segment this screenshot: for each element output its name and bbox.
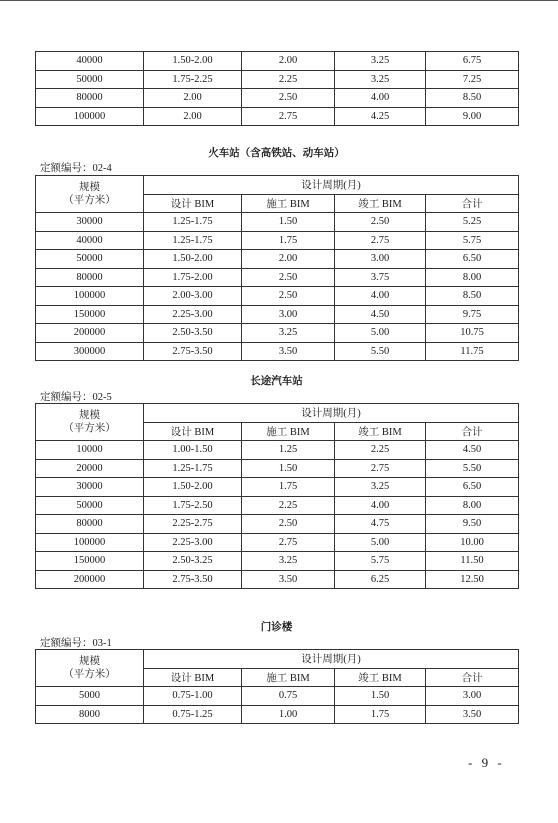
cell-design-bim: 2.25-3.00	[144, 533, 242, 552]
cell-construction-bim: 3.00	[242, 305, 335, 324]
table-row	[36, 305, 519, 324]
cell-construction-bim: 1.00	[242, 705, 335, 724]
cell-construction-bim: 1.25	[242, 441, 335, 460]
cycle-table	[35, 51, 519, 126]
quota-code: 定额编号：02-5	[40, 392, 112, 403]
cell-completion-bim: 4.50	[335, 305, 426, 324]
table-row	[36, 459, 519, 478]
cell-scale: 5000	[36, 687, 144, 706]
cell-scale: 300000	[36, 342, 144, 361]
cell-construction-bim: 3.50	[242, 342, 335, 361]
table-row	[36, 496, 519, 515]
header-completion-bim: 竣工 BIM	[335, 194, 426, 213]
cell-design-bim: 1.75-2.00	[144, 268, 242, 287]
table-body	[36, 687, 519, 724]
top-rule	[0, 0, 558, 1]
section-title: 火车站（含高铁站、动车站）	[208, 147, 345, 159]
cell-scale: 50000	[36, 250, 144, 269]
table-bus-station	[35, 403, 518, 589]
table-row	[36, 52, 519, 71]
cell-total: 3.50	[426, 705, 519, 724]
header-construction-bim: 施工 BIM	[242, 668, 335, 687]
cell-construction-bim: 1.50	[242, 213, 335, 232]
cell-construction-bim: 2.50	[242, 268, 335, 287]
header-construction-bim: 施工 BIM	[242, 194, 335, 213]
cell-total: 4.50	[426, 441, 519, 460]
cell-total: 10.75	[426, 324, 519, 343]
cell-construction-bim: 1.75	[242, 478, 335, 497]
table-row	[36, 231, 519, 250]
cell-completion-bim: 1.50	[335, 687, 426, 706]
cell-design-bim: 2.50-3.25	[144, 552, 242, 571]
table-row	[36, 324, 519, 343]
header-scale: 规模 （平方米）	[36, 176, 144, 213]
cell-construction-bim: 2.75	[242, 107, 335, 126]
cell-completion-bim: 4.00	[335, 496, 426, 515]
header-design-bim: 设计 BIM	[144, 422, 242, 441]
header-completion-bim: 竣工 BIM	[335, 668, 426, 687]
cell-design-bim: 1.75-2.50	[144, 496, 242, 515]
cell-design-bim: 2.75-3.50	[144, 570, 242, 589]
cell-scale: 80000	[36, 515, 144, 534]
section-title: 长途汽车站	[250, 375, 303, 387]
cell-scale: 150000	[36, 305, 144, 324]
cell-completion-bim: 3.25	[335, 478, 426, 497]
cell-completion-bim: 6.25	[335, 570, 426, 589]
cell-design-bim: 1.25-1.75	[144, 213, 242, 232]
table-row	[36, 250, 519, 269]
table-row	[36, 107, 519, 126]
cell-construction-bim: 2.50	[242, 515, 335, 534]
table-row	[36, 687, 519, 706]
table-continued	[35, 51, 518, 126]
cell-construction-bim: 1.50	[242, 459, 335, 478]
cell-design-bim: 1.50-2.00	[144, 250, 242, 269]
table-row	[36, 342, 519, 361]
quota-code: 定额编号：02-4	[40, 163, 112, 174]
table-row	[36, 515, 519, 534]
table-row	[36, 478, 519, 497]
header-design-bim: 设计 BIM	[144, 194, 242, 213]
cell-design-bim: 2.00-3.00	[144, 287, 242, 306]
cell-scale: 30000	[36, 213, 144, 232]
header-construction-bim: 施工 BIM	[242, 422, 335, 441]
cell-total: 6.50	[426, 478, 519, 497]
cell-completion-bim: 2.25	[335, 441, 426, 460]
table-header	[36, 650, 519, 687]
cell-total: 5.25	[426, 213, 519, 232]
table-row	[36, 89, 519, 108]
cell-completion-bim: 4.00	[335, 287, 426, 306]
table-row	[36, 705, 519, 724]
cell-completion-bim: 4.75	[335, 515, 426, 534]
header-scale: 规模 （平方米）	[36, 404, 144, 441]
cell-total: 9.50	[426, 515, 519, 534]
cell-construction-bim: 0.75	[242, 687, 335, 706]
cell-construction-bim: 2.75	[242, 533, 335, 552]
cell-scale: 40000	[36, 231, 144, 250]
cell-completion-bim: 4.25	[335, 107, 426, 126]
cell-scale: 80000	[36, 268, 144, 287]
cell-total: 3.00	[426, 687, 519, 706]
cell-design-bim: 2.00	[144, 107, 242, 126]
cell-completion-bim: 5.00	[335, 533, 426, 552]
cell-total: 9.75	[426, 305, 519, 324]
table-row	[36, 70, 519, 89]
cell-scale: 200000	[36, 324, 144, 343]
cell-completion-bim: 3.75	[335, 268, 426, 287]
cell-completion-bim: 4.00	[335, 89, 426, 108]
cell-total: 8.50	[426, 287, 519, 306]
cell-completion-bim: 5.00	[335, 324, 426, 343]
cell-scale: 8000	[36, 705, 144, 724]
cell-scale: 100000	[36, 533, 144, 552]
cell-total: 8.50	[426, 89, 519, 108]
cell-scale: 20000	[36, 459, 144, 478]
cell-completion-bim: 5.75	[335, 552, 426, 571]
cell-design-bim: 2.25-3.00	[144, 305, 242, 324]
cycle-table	[35, 175, 519, 361]
header-cycle: 设计周期(月)	[144, 650, 519, 669]
cell-total: 5.50	[426, 459, 519, 478]
cell-total: 9.00	[426, 107, 519, 126]
cell-completion-bim: 5.50	[335, 342, 426, 361]
cell-scale: 50000	[36, 70, 144, 89]
cell-completion-bim: 3.25	[335, 52, 426, 71]
cell-scale: 30000	[36, 478, 144, 497]
table-header	[36, 176, 519, 213]
table-row	[36, 552, 519, 571]
cell-design-bim: 0.75-1.00	[144, 687, 242, 706]
cycle-table	[35, 403, 519, 589]
cell-total: 12.50	[426, 570, 519, 589]
cell-completion-bim: 2.75	[335, 231, 426, 250]
cell-total: 11.50	[426, 552, 519, 571]
cell-design-bim: 2.75-3.50	[144, 342, 242, 361]
cell-construction-bim: 2.25	[242, 496, 335, 515]
cell-design-bim: 1.50-2.00	[144, 478, 242, 497]
table-railway-station	[35, 175, 518, 361]
cell-construction-bim: 3.25	[242, 324, 335, 343]
table-body	[36, 52, 519, 126]
header-scale: 规模 （平方米）	[36, 650, 144, 687]
table-row	[36, 533, 519, 552]
table-row	[36, 213, 519, 232]
cell-design-bim: 2.25-2.75	[144, 515, 242, 534]
header-cycle: 设计周期(月)	[144, 176, 519, 195]
table-row	[36, 287, 519, 306]
cell-design-bim: 1.25-1.75	[144, 231, 242, 250]
cycle-table	[35, 649, 519, 724]
header-total: 合计	[426, 422, 519, 441]
header-completion-bim: 竣工 BIM	[335, 422, 426, 441]
table-row	[36, 268, 519, 287]
cell-total: 8.00	[426, 268, 519, 287]
table-body	[36, 213, 519, 361]
cell-design-bim: 2.50-3.50	[144, 324, 242, 343]
cell-design-bim: 1.25-1.75	[144, 459, 242, 478]
cell-scale: 100000	[36, 287, 144, 306]
cell-construction-bim: 2.00	[242, 52, 335, 71]
cell-total: 7.25	[426, 70, 519, 89]
cell-completion-bim: 3.25	[335, 70, 426, 89]
quota-code: 定额编号：03-1	[40, 638, 112, 649]
cell-total: 5.75	[426, 231, 519, 250]
table-row	[36, 570, 519, 589]
cell-design-bim: 1.75-2.25	[144, 70, 242, 89]
cell-scale: 50000	[36, 496, 144, 515]
cell-scale: 100000	[36, 107, 144, 126]
cell-scale: 10000	[36, 441, 144, 460]
cell-total: 6.75	[426, 52, 519, 71]
table-row	[36, 441, 519, 460]
table-outpatient-building	[35, 649, 518, 724]
cell-construction-bim: 1.75	[242, 231, 335, 250]
cell-total: 10.00	[426, 533, 519, 552]
cell-total: 11.75	[426, 342, 519, 361]
table-header	[36, 404, 519, 441]
cell-scale: 150000	[36, 552, 144, 571]
cell-completion-bim: 1.75	[335, 705, 426, 724]
cell-scale: 40000	[36, 52, 144, 71]
cell-construction-bim: 2.50	[242, 89, 335, 108]
cell-construction-bim: 3.50	[242, 570, 335, 589]
cell-design-bim: 1.50-2.00	[144, 52, 242, 71]
cell-construction-bim: 2.00	[242, 250, 335, 269]
cell-completion-bim: 2.50	[335, 213, 426, 232]
cell-scale: 80000	[36, 89, 144, 108]
header-total: 合计	[426, 668, 519, 687]
header-total: 合计	[426, 194, 519, 213]
page-number: - 9 -	[468, 755, 505, 770]
cell-completion-bim: 2.75	[335, 459, 426, 478]
cell-total: 6.50	[426, 250, 519, 269]
cell-design-bim: 0.75-1.25	[144, 705, 242, 724]
cell-design-bim: 2.00	[144, 89, 242, 108]
cell-construction-bim: 2.25	[242, 70, 335, 89]
cell-completion-bim: 3.00	[335, 250, 426, 269]
header-cycle: 设计周期(月)	[144, 404, 519, 423]
table-body	[36, 441, 519, 589]
section-title: 门诊楼	[260, 621, 293, 633]
cell-design-bim: 1.00-1.50	[144, 441, 242, 460]
cell-construction-bim: 3.25	[242, 552, 335, 571]
cell-scale: 200000	[36, 570, 144, 589]
header-design-bim: 设计 BIM	[144, 668, 242, 687]
cell-total: 8.00	[426, 496, 519, 515]
cell-construction-bim: 2.50	[242, 287, 335, 306]
